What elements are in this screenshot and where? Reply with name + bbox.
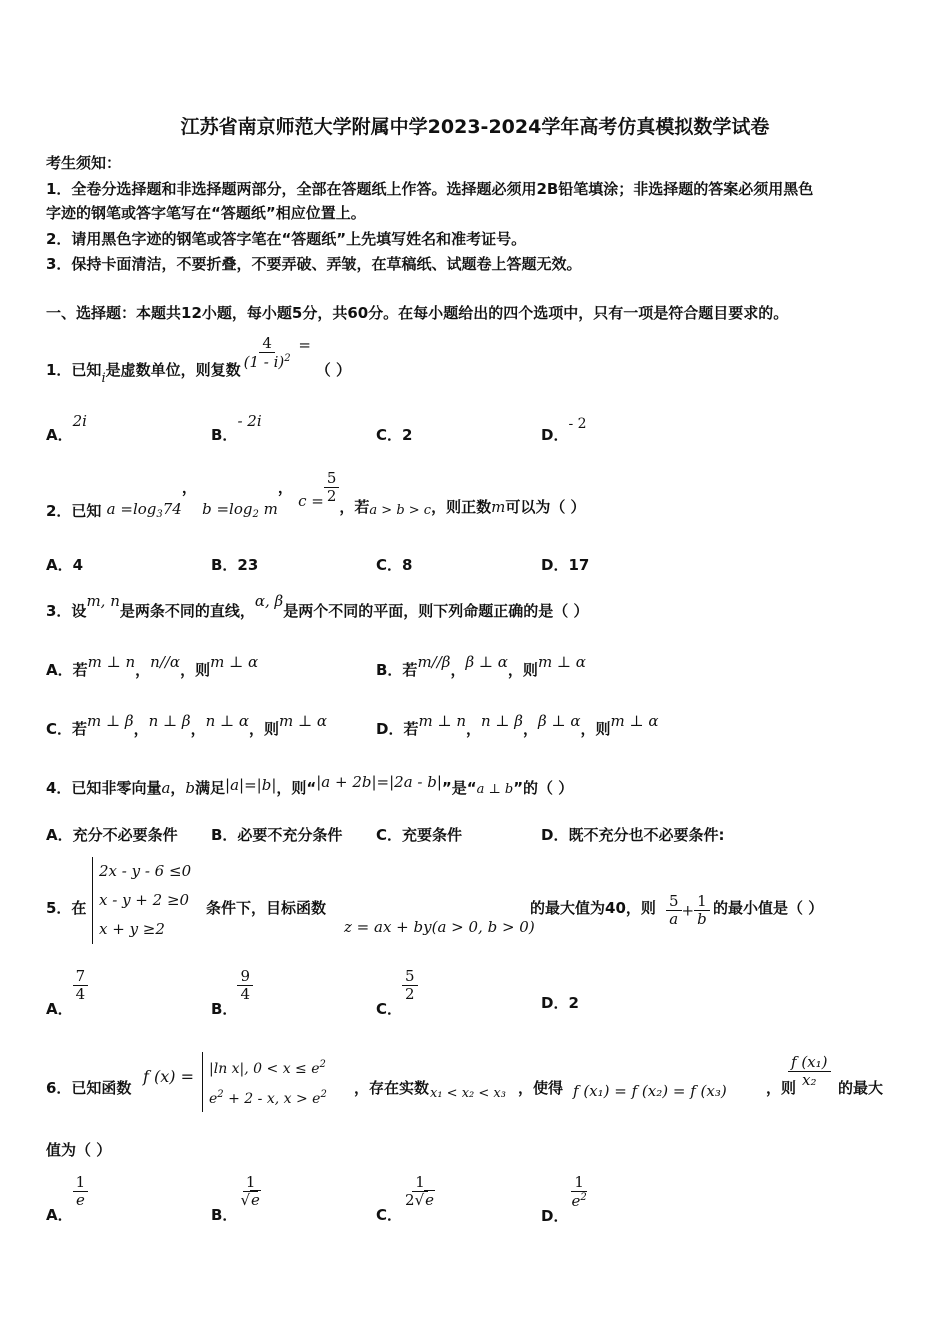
- q1-fraction: $\frac{4}{(1 - i)^2}$: [243, 334, 291, 372]
- q2-m: m: [491, 498, 506, 517]
- q3-option-b[interactable]: B．若m//β，β ⊥ α，则m ⊥ α: [376, 653, 586, 679]
- q6-equality: f (x₁) = f (x₂) = f (x₃): [573, 1082, 727, 1100]
- q3-mn: m, n: [86, 592, 120, 610]
- notice-line: 2．请用黑色字迹的钢笔或答字笔在“答题纸”上先填写姓名和准考证号。: [46, 230, 527, 248]
- section-heading: 一、选择题：本题共12小题，每小题5分，共60分。在每小题给出的四个选项中，只有一项是符合题目要求的。: [46, 304, 789, 322]
- q4-b: b: [185, 779, 196, 797]
- q6-stem: 6．已知函数: [46, 1079, 132, 1097]
- q3-ab: α, β: [254, 592, 284, 610]
- q2-option-a[interactable]: A．4: [46, 556, 84, 574]
- q4-option-b[interactable]: B．必要不充分条件: [211, 826, 343, 844]
- page-title: 江苏省南京师范大学附属中学2023-2024学年高考仿真模拟数学试卷: [180, 116, 770, 138]
- q3-stem: 3．设: [46, 602, 87, 620]
- q4-option-d[interactable]: D．既不充分也不必要条件:: [541, 826, 725, 844]
- notice-line: 字迹的钢笔或答字笔写在“答题纸”相应位置上。: [46, 204, 366, 222]
- q2-stem: 2．已知: [46, 502, 102, 521]
- q3-option-d[interactable]: D．若m ⊥ n，n ⊥ β，β ⊥ α，则m ⊥ α: [376, 712, 659, 738]
- q3-option-a[interactable]: A．若m ⊥ n，n//α，则m ⊥ α: [46, 653, 259, 679]
- q5-option-a[interactable]: A． $\frac{7}{4}$: [46, 968, 88, 1004]
- q2-stem: ，则正数: [431, 498, 492, 517]
- q2-option-b[interactable]: B．23: [211, 556, 259, 574]
- notice-line: 3．保持卡面清洁，不要折叠，不要弄破、弄皱，在草稿纸、试题卷上答题无效。: [46, 255, 582, 273]
- q6-option-d[interactable]: D． $\frac{1}{e^2}$: [541, 1173, 587, 1225]
- q4-stem: ，则“: [276, 779, 317, 797]
- q4-stem: ”是“: [441, 779, 477, 797]
- q6-stem: 值为（ ）: [46, 1141, 112, 1159]
- q4-cond: |a|=|b|: [225, 776, 277, 794]
- q5-option-d[interactable]: D．2: [541, 994, 579, 1012]
- q1-option-d[interactable]: D．- 2: [541, 416, 587, 444]
- q6-stem: ，存在实数: [354, 1079, 430, 1097]
- q2-stem: ，若: [339, 498, 370, 517]
- q2-c-fraction: $\frac{5}{2}$: [324, 470, 340, 506]
- q4-expr: |a + 2b|=|2a - b|: [316, 773, 442, 791]
- q1-option-a[interactable]: A．2i: [46, 412, 87, 444]
- q5-stem: 条件下，目标函数: [206, 899, 327, 917]
- q6-option-b[interactable]: B． $\frac{1}{√e}$: [211, 1173, 260, 1225]
- q5-stem: 5．在: [46, 899, 87, 917]
- notice-line: 1．全卷分选择题和非选择题两部分，全部在答题纸上作答。选择题必须用2B铅笔填涂；非选择题的答案必须用黑色: [46, 180, 814, 198]
- q1-eq: =: [293, 335, 316, 354]
- q5-option-b[interactable]: B． $\frac{9}{4}$: [211, 968, 253, 1004]
- q2-option-c[interactable]: C．8: [376, 556, 413, 574]
- q5-constraints: 2x - y - 6 ≤0 x - y + 2 ≥0 x + y ≥2: [92, 857, 191, 944]
- q6-stem: ，则: [766, 1079, 797, 1097]
- q4-option-c[interactable]: C．充要条件: [376, 826, 463, 844]
- q5-objective: z = ax + by(a > 0, b > 0): [344, 918, 535, 936]
- q2-stem: 可以为（ ）: [505, 498, 586, 517]
- q6-order: x₁ < x₂ < x₃: [430, 1086, 506, 1101]
- q4-stem: 满足: [195, 779, 226, 797]
- q2-b: $b =\log_2$ m: [202, 500, 278, 521]
- q4-stem: ”的（ ）: [513, 779, 574, 797]
- q4-a: a: [161, 779, 171, 797]
- q5-stem: 的最大值为40，则: [530, 899, 656, 917]
- q1-option-c[interactable]: C．2: [376, 426, 413, 444]
- q1-i: i: [101, 370, 106, 386]
- q2-cond: a > b > c: [369, 503, 432, 519]
- q1-stem: 是虚数单位，则复数: [105, 360, 241, 379]
- q6-stem: ，使得: [518, 1079, 564, 1097]
- q6-piecewise: |ln x|, $0 < x \le e^2$ $e^2 + 2 - x$, $x > e^2$: [202, 1052, 327, 1112]
- q1-stem: 1．已知: [46, 360, 102, 379]
- q1-option-b[interactable]: B．- 2i: [211, 412, 262, 444]
- q4-option-a[interactable]: A．充分不必要条件: [46, 826, 178, 844]
- q5-stem: 的最小值是（ ）: [713, 899, 824, 917]
- q5-expression: $\frac{5}{a}$ + $\frac{1}{b}$: [666, 893, 710, 929]
- q1-paren: （ ）: [315, 360, 351, 379]
- notice-heading: 考生须知：: [46, 154, 122, 172]
- q3-option-c[interactable]: C．若m ⊥ β，n ⊥ β，n ⊥ α，则m ⊥ α: [46, 712, 328, 738]
- q6-option-c[interactable]: C． $\frac{1}{2√e}$: [376, 1173, 435, 1225]
- q3-stem: 是两个不同的平面，则下列命题正确的是（ ）: [283, 602, 589, 620]
- q2-c: c =: [298, 492, 324, 511]
- q6-ratio: $\frac{\text{f (x₁)}}{\text{x₂}}$: [788, 1054, 831, 1090]
- q2-option-d[interactable]: D．17: [541, 556, 590, 574]
- q6-stem: 的最大: [838, 1079, 884, 1097]
- q6-option-a[interactable]: A． $\frac{1}{e}$: [46, 1174, 88, 1210]
- q4-stem: 4．已知非零向量: [46, 779, 162, 797]
- q4-perp: a ⊥ b: [476, 782, 514, 797]
- q5-option-c[interactable]: C． $\frac{5}{2}$: [376, 968, 418, 1004]
- q6-fx: f (x) =: [143, 1067, 195, 1086]
- q2-a: $a =\log_374$: [106, 500, 182, 521]
- q3-stem: 是两条不同的直线，: [119, 602, 255, 620]
